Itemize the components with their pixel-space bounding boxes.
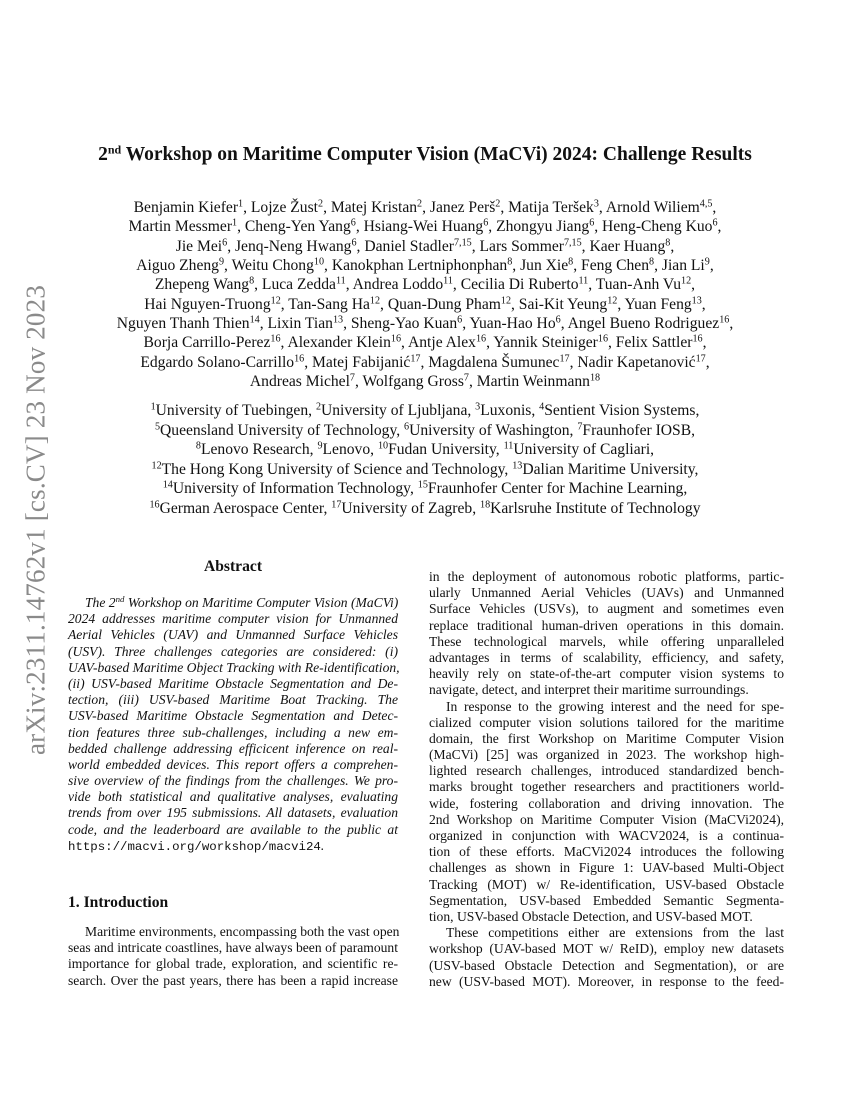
text-line: cialized computer vision solutions tailored for the maritime (429, 714, 784, 730)
affiliation-line (40, 440, 810, 460)
text-line: In response to the growing interest and the need for spe- (446, 698, 784, 714)
abstract-body (68, 595, 398, 854)
author-name: Cecilia Di Ruberto (460, 276, 579, 294)
author-name: Benjamin Kiefer (133, 199, 239, 216)
text-line: navigate, detect, and interpret their maritime surroundings. (429, 682, 749, 698)
author-affiliation-mark: 16 (390, 333, 402, 345)
author-name: Felix Sattler (615, 334, 693, 352)
affiliation-number: 4 (539, 401, 545, 413)
author-name: Yuan Feng (624, 295, 692, 313)
text-line: USV-based Maritime Obstacle Segmentation and Detec- (68, 708, 398, 724)
text-line: new (USV-based MOT). Moreover, in response to the feed- (429, 973, 784, 989)
text-segment: Workshop on Maritime Computer Vision (MaCVi) (124, 595, 399, 610)
right-column-body (429, 569, 784, 990)
author-name: Andreas Michel (249, 373, 350, 391)
author-affiliation-mark: 6 (483, 217, 489, 229)
author-affiliation-mark: 6 (350, 217, 356, 229)
author-line: Benjamin Kiefer$^1$, Lojze Žust$^2$, Matej Kristan$^2$, Janez Perš$^2$, Matija Teršek$^3$, Arnold Wiliem$^{4,5}$, (133, 198, 717, 216)
author-name: Tuan-Anh Vu (595, 276, 682, 294)
affiliation-line (40, 460, 810, 480)
affiliation-number: 17 (331, 499, 342, 511)
author-affiliation-mark: 8 (507, 256, 513, 268)
author-name: Kanokphan Lertniphonphan (331, 257, 508, 275)
introduction-body (68, 924, 398, 989)
author-name: Alexander Klein (287, 334, 391, 352)
affiliation-name: Karlsruhe Institute of Technology (490, 499, 701, 517)
text-line: These competitions either are extensions from the last (446, 925, 784, 941)
author-name: Cheng-Yen Yang (244, 218, 351, 236)
author-line: Zhepeng Wang$^8$, Luca Zedda$^{11}$, Andrea Loddo$^{11}$, Cecilia Di Ruberto$^{11}$, Tuan-Anh Vu$^{12}$, (154, 275, 696, 294)
author-name: Weitu Chong (231, 257, 314, 275)
author-affiliation-mark: 17 (410, 353, 421, 365)
author-affiliation-mark: 8 (249, 275, 255, 287)
affiliation-name: Fudan University, (388, 441, 504, 459)
text-line: Surface Vehicles (USVs), to augment and sometimes even (429, 601, 784, 617)
affiliation-list (40, 401, 810, 519)
affiliation-number: 7 (577, 421, 583, 433)
author-name: Yannik Steiniger (493, 334, 598, 352)
author-affiliation-mark: 12 (369, 295, 381, 307)
author-name: Feng Chen (581, 257, 650, 275)
text-line: wide, fostering collaboration and driving innovation. The (429, 795, 784, 811)
text-line: Maritime environments, encompassing both the vast open (85, 924, 400, 939)
affiliation-line (40, 479, 810, 499)
author-affiliation-mark: 16 (270, 333, 281, 345)
text-line (68, 838, 398, 854)
text-segment: . (320, 837, 325, 853)
affiliation-line (40, 421, 810, 441)
author-affiliation-mark: 7 (463, 372, 469, 384)
author-name: Edgardo Solano-Carrillo (140, 353, 295, 371)
affiliation-number: 5 (154, 421, 161, 433)
text-line: challenges as shown in Figure 1: UAV-based Multi-Object (429, 860, 784, 876)
author-affiliation-mark: 8 (568, 256, 574, 268)
author-affiliation-mark: 6 (457, 314, 463, 326)
author-line: Hai Nguyen-Truong$^{12}$, Tan-Sang Ha$^{12}$, Quan-Dung Pham$^{12}$, Sai-Kit Yeung$^{12}$, Yuan Feng$^{13}$, (144, 295, 706, 313)
author-name: Antje Alex (407, 334, 476, 352)
affiliation-number: 3 (475, 401, 481, 413)
author-affiliation-mark: 13 (332, 314, 344, 326)
author-affiliation-mark: 4,5 (699, 198, 713, 210)
author-affiliation-mark: 12 (681, 275, 692, 287)
author-affiliation-mark: 12 (607, 295, 618, 307)
text-line: 2024 addresses maritime computer vision for Unmanned (68, 611, 398, 627)
author-name: Jun Xie (520, 257, 569, 275)
author-affiliation-mark: 16 (719, 314, 730, 326)
author-name: Matej Fabijanić (312, 353, 411, 371)
affiliation-number: 14 (162, 479, 173, 491)
text-line: bedded challenge addressing efficicent inference on real- (68, 740, 398, 756)
text-line: lighted research challenges, introduced standardized bench- (429, 763, 784, 779)
author-name: Lojze Žust (250, 199, 318, 216)
author-name: Zhongyu Jiang (496, 218, 590, 236)
author-name: Yuan-Hao Ho (469, 315, 556, 333)
affiliation-name: Queensland University of Technology, (160, 421, 405, 439)
affiliation-name: University of Cagliari, (513, 441, 655, 459)
text-line: Tracking (MOT) w/ Re-identification, USV-based Obstacle (429, 876, 784, 892)
author-name: Luca Zedda (261, 276, 336, 294)
author-name: Tan-Sang Ha (288, 295, 370, 313)
author-affiliation-mark: 10 (313, 256, 325, 268)
affiliation-number: 10 (377, 440, 389, 452)
affiliation-name: Dalian Maritime University, (522, 460, 699, 478)
author-affiliation-mark: 12 (270, 295, 281, 307)
author-name: Hsiang-Wei Huang (363, 218, 484, 236)
text-line: importance for global trade, exploration, and scientific re- (68, 956, 398, 972)
text-line: (MaCVi) [25] was organized in 2023. The workshop high- (429, 747, 784, 763)
author-affiliation-mark: 6 (712, 217, 718, 229)
author-name: Borja Carrillo-Perez (143, 334, 271, 352)
affiliation-number: 1 (150, 401, 156, 413)
author-affiliation-mark: 9 (704, 256, 710, 268)
author-affiliation-mark: 7 (349, 372, 355, 384)
text-line (68, 595, 398, 611)
affiliation-name: University of Ljubljana, (321, 402, 476, 419)
paper-title (0, 144, 850, 166)
author-affiliation-mark: 17 (559, 353, 570, 365)
affiliation-name: Luxonis, (480, 402, 540, 419)
author-line: Edgardo Solano-Carrillo$^{16}$, Matej Fabijanić$^{17}$, Magdalena Šumunec$^{17}$, Nadir Kapetanović$^{17}$, (140, 353, 710, 371)
author-affiliation-mark: 6 (222, 237, 228, 249)
text-line: (ii) USV-based Maritime Obstacle Segmentation and De- (68, 675, 398, 691)
author-name: Zhepeng Wang (154, 276, 250, 294)
affiliation-name: University of Zagreb, (341, 499, 480, 517)
author-affiliation-mark: 11 (335, 275, 346, 287)
author-affiliation-mark: 3 (593, 198, 599, 210)
author-name: Wolfgang Gross (362, 373, 464, 391)
author-name: Hai Nguyen-Truong (144, 295, 271, 313)
author-name: Jenq-Neng Hwang (234, 237, 352, 255)
author-affiliation-mark: 6 (589, 217, 595, 229)
text-line: tion of these efforts. MaCVi2024 introduces the following (429, 844, 784, 860)
author-affiliation-mark: 16 (475, 333, 487, 345)
affiliation-name: The Hong Kong University of Science and Technology, (161, 460, 513, 478)
author-name: Daniel Stadler (364, 237, 454, 255)
title-post: Workshop on Maritime Computer Vision (MaCVi) 2024: Challenge Results (121, 144, 752, 165)
author-name: Jie Mei (175, 237, 223, 255)
author-affiliation-mark: 16 (692, 333, 703, 345)
text-line: (USV-based Obstacle Detection and Segmentation), or are (429, 957, 784, 973)
author-affiliation-mark: 18 (589, 372, 601, 384)
affiliation-name: Lenovo, (322, 441, 378, 459)
text-line: tion features three sub-challenges, including a new em- (68, 724, 398, 740)
author-name: Martin Weinmann (476, 373, 590, 391)
affiliation-name: Lenovo Research, (200, 441, 318, 459)
affiliation-name: Fraunhofer Center for Machine Learning, (427, 480, 688, 498)
author-name: Matija Teršek (508, 199, 594, 216)
author-list (40, 198, 810, 391)
title-pre: 2 (98, 144, 108, 165)
affiliation-name: Fraunhofer IOSB, (582, 421, 696, 439)
abstract-heading: Abstract (203, 558, 263, 575)
author-affiliation-mark: 1 (232, 217, 238, 229)
author-affiliation-mark: 12 (500, 295, 511, 307)
affiliation-number: 18 (480, 499, 491, 511)
text-line: organized in conjunction with WACV2024, is a continua- (429, 828, 784, 843)
text-line: Segmentation, USV-based Embedded Semantic Segmenta- (429, 892, 784, 908)
affiliation-name: University of Washington, (409, 421, 578, 439)
author-name: Jian Li (661, 257, 705, 275)
text-line: 2nd Workshop on Maritime Computer Vision (MaCVi2024), (429, 811, 784, 827)
affiliation-number: 16 (149, 499, 160, 511)
author-affiliation-mark: 13 (691, 295, 702, 307)
author-affiliation-mark: 2 (495, 198, 501, 210)
affiliation-number: 12 (151, 460, 162, 472)
author-affiliation-mark: 17 (695, 353, 706, 365)
text-line: advantages in terms of scalability, efficiency, and safety, (429, 649, 784, 665)
author-affiliation-mark: 2 (417, 198, 423, 210)
text-segment: The 2 (85, 595, 116, 610)
author-affiliation-mark: 16 (294, 353, 305, 365)
text-line: workshop (UAV-based MOT w/ ReID), employ new datasets (429, 941, 784, 957)
text-segment: nd (115, 594, 125, 605)
title-sup: nd (107, 142, 122, 157)
text-line: marks brought together researchers and practitioners world- (429, 779, 784, 795)
author-affiliation-mark: 1 (238, 198, 244, 210)
author-name: Quan-Dung Pham (387, 295, 501, 313)
section-heading-introduction: 1. Introduction (68, 894, 169, 911)
text-line: ularly Unmanned Aerial Vehicles (UAVs) and Unmanned (429, 585, 784, 601)
author-name: Magdalena Šumunec (428, 353, 560, 371)
affiliation-line (40, 499, 810, 519)
affiliation-name: German Aerospace Center, (159, 499, 332, 517)
author-name: Kaer Huang (589, 237, 666, 255)
text-line: Aerial Vehicles (UAV) and Unmanned Surface Vehicles (68, 627, 398, 643)
text-line: code, and the leaderboard are available to the public at (68, 821, 398, 837)
author-affiliation-mark: 8 (649, 256, 655, 268)
author-name: Arnold Wiliem (605, 199, 700, 216)
author-name: Lixin Tian (267, 315, 333, 333)
affiliation-number: 9 (317, 440, 323, 452)
author-affiliation-mark: 7,15 (453, 237, 472, 249)
affiliation-name: University of Tuebingen, (155, 402, 316, 419)
text-line: (USV). Three challenges categories are considered: (i) (68, 643, 398, 659)
author-affiliation-mark: 6 (351, 237, 357, 249)
author-name: Matej Kristan (330, 199, 418, 216)
arxiv-stamp: arXiv:2311.14762v1 [cs.CV] 23 Nov 2023 (20, 284, 51, 756)
text-line: heavily rely on state-of-the-art computer vision systems to (429, 666, 784, 682)
author-name: Lars Sommer (479, 237, 564, 255)
text-line: search. Over the past years, there has been a rapid increase (68, 972, 398, 988)
affiliation-number: 6 (404, 421, 410, 433)
text-line: world embedded devices. This report offers a comprehen- (68, 756, 398, 772)
url-link[interactable]: https://macvi.org/workshop/macvi24 (68, 839, 321, 854)
text-line: replace traditional human-driven operations in this domain. (429, 617, 784, 633)
author-affiliation-mark: 2 (318, 198, 324, 210)
text-line: tion, USV-based Obstacle Detection, and USV-based MOT. (429, 908, 753, 924)
text-line: These technological marvels, while offering unparalleled (429, 633, 784, 649)
author-line: Nguyen Thanh Thien$^{14}$, Lixin Tian$^{13}$, Sheng-Yao Kuan$^6$, Yuan-Hao Ho$^6$, Angel Bueno Rodriguez$^{16}$, (116, 314, 734, 333)
author-affiliation-mark: 14 (249, 314, 260, 326)
affiliation-line (40, 401, 810, 421)
author-affiliation-mark: 11 (443, 275, 453, 287)
author-affiliation-mark: 16 (597, 333, 608, 345)
text-line: in the deployment of autonomous robotic platforms, partic- (429, 569, 784, 584)
author-name: Angel Bueno Rodriguez (567, 315, 720, 333)
affiliation-name: University of Information Technology, (172, 480, 418, 498)
author-name: Nguyen Thanh Thien (116, 315, 250, 333)
text-line: trends from over 195 submissions. All datasets, evaluation (68, 805, 398, 821)
affiliation-name: Sentient Vision Systems, (544, 402, 700, 419)
author-line: Jie Mei$^6$, Jenq-Neng Hwang$^6$, Daniel Stadler$^{7,15}$, Lars Sommer$^{7,15}$, Kaer Huang$^8$, (175, 237, 675, 255)
author-name: Janez Perš (429, 199, 496, 216)
author-line: Aiguo Zheng$^9$, Weitu Chong$^{10}$, Kanokphan Lertniphonphan$^8$, Jun Xie$^8$, Feng Chen$^8$, Jian Li$^9$, (136, 256, 714, 275)
author-name: Martin Messmer (128, 218, 233, 236)
affiliation-number: 15 (417, 479, 428, 491)
author-name: Sheng-Yao Kuan (350, 315, 458, 333)
author-affiliation-mark: 8 (665, 237, 671, 249)
text-line: UAV-based Maritime Object Tracking with Re-identification, (68, 659, 400, 675)
author-name: Heng-Cheng Kuo (602, 218, 713, 236)
author-name: Nadir Kapetanović (577, 353, 696, 371)
author-name: Aiguo Zheng (136, 257, 219, 275)
author-name: Sai-Kit Yeung (518, 295, 608, 313)
author-affiliation-mark: 9 (218, 256, 225, 268)
author-line: Borja Carrillo-Perez$^{16}$, Alexander Klein$^{16}$, Antje Alex$^{16}$, Yannik Steiniger$^{16}$, Felix Sattler$^{16}$, (143, 333, 707, 352)
affiliation-number: 8 (195, 440, 201, 452)
affiliation-number: 11 (503, 440, 514, 452)
author-line: Martin Messmer$^1$, Cheng-Yen Yang$^6$, Hsiang-Wei Huang$^6$, Zhongyu Jiang$^6$, Heng-Cheng Kuo$^6$, (128, 217, 722, 236)
author-affiliation-mark: 7,15 (563, 237, 582, 249)
author-affiliation-mark: 6 (555, 314, 561, 326)
text-line: vide both statistical and qualitative analyses, evaluating (68, 789, 398, 805)
text-line: tection, (iii) USV-based Maritime Boat Tracking. The (68, 692, 398, 708)
affiliation-number: 2 (315, 401, 321, 413)
text-line: seas and intricate coastlines, have always been of paramount (68, 940, 398, 956)
affiliation-number: 13 (512, 460, 523, 472)
author-affiliation-mark: 11 (578, 275, 589, 287)
author-line: Andreas Michel$^7$, Wolfgang Gross$^7$, Martin Weinmann$^{18}$ (249, 372, 601, 391)
text-line: domain, the first Workshop on Maritime Computer Vision (429, 730, 784, 746)
author-name: Andrea Loddo (352, 276, 444, 294)
text-line: sive overview of the findings from the challenges. We pro- (68, 773, 398, 789)
